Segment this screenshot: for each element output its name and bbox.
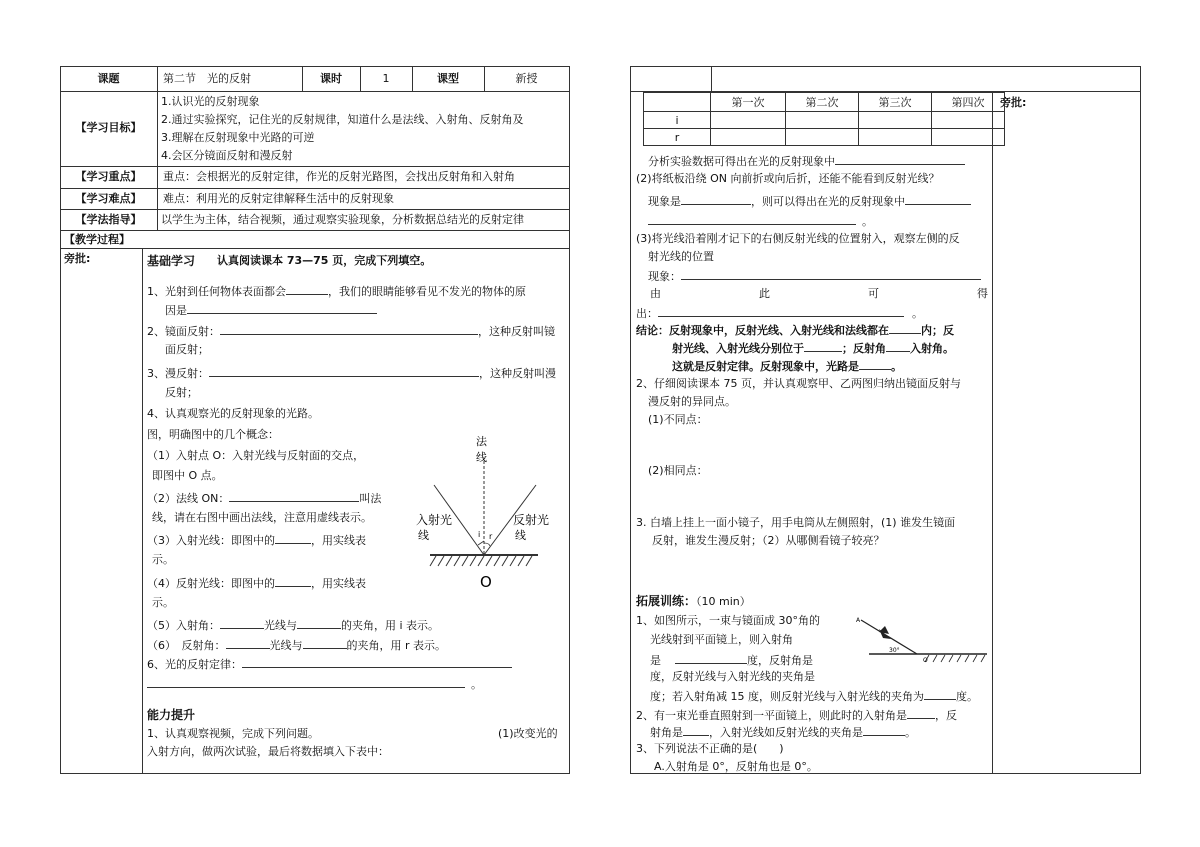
word: 由	[650, 287, 661, 300]
point-o-label: O	[480, 573, 492, 591]
blank[interactable]	[648, 213, 856, 225]
concept-1b: 即图中 O 点。	[152, 469, 223, 482]
experiment-table	[643, 92, 1005, 146]
basic-instruction: 认真阅读课本 73—75 页，完成下列填空。	[217, 254, 432, 267]
blank[interactable]	[303, 637, 347, 649]
blank[interactable]	[889, 322, 921, 334]
word: 得	[977, 287, 988, 300]
table-cell: r	[644, 129, 711, 146]
table-header: 第一次	[711, 93, 786, 112]
mirror-hatching	[925, 655, 985, 662]
ability-q1c: 入射方向，做两次试验，最后将数据填入下表中：	[147, 745, 389, 758]
q3-line1: 3、漫反射： ，这种反射叫漫	[147, 367, 556, 380]
table-row	[644, 129, 1005, 146]
step3b: 射光线的位置	[648, 250, 714, 263]
incident-label-2: 线	[418, 529, 429, 542]
step2-result: 现象是 ，则可以得出在光的反射现象中	[648, 193, 971, 209]
blank[interactable]	[220, 617, 264, 629]
table-cell[interactable]	[932, 112, 1005, 129]
table-cell[interactable]	[711, 129, 786, 146]
q6-line2: 。	[147, 676, 482, 692]
goal-item: 3.理解在反射现象中光路的可逆	[161, 131, 315, 144]
blank[interactable]	[905, 193, 971, 205]
blank[interactable]	[804, 340, 842, 352]
goal-item: 2.通过实验探究，记住光的反射规律，知道什么是法线、入射角、反射角及	[161, 113, 524, 126]
side-note-label: 旁批:	[64, 252, 91, 265]
concept-4a: （4）反射光线：即图中的 ，用实线表	[147, 577, 366, 590]
ext-q1b: 光线射到平面镜上，则入射角	[650, 633, 793, 646]
step3a: (3)将光线沿着刚才记下的右侧反射光线的位置射入，观察左侧的反	[636, 232, 960, 245]
step3-conclusion-words	[650, 287, 988, 301]
differences-label: (1)不同点：	[648, 413, 708, 426]
blank[interactable]	[907, 707, 935, 719]
table-row	[644, 112, 1005, 129]
q6: 6、光的反射定律：	[147, 656, 512, 672]
topic-label: 课题	[97, 72, 120, 85]
blank[interactable]	[675, 652, 747, 664]
conclusion-3: 这就是反射定律。反射现象中，光路是 。	[672, 360, 902, 373]
table-cell[interactable]	[859, 129, 932, 146]
step3c: 现象：	[648, 268, 981, 284]
difficulty-text: 难点：利用光的反射定律解释生活中的反射现象	[163, 192, 394, 205]
type-label: 课型	[437, 72, 459, 85]
table-header: 第二次	[786, 93, 859, 112]
q3-line2: 反射；	[165, 386, 198, 399]
ext-q3-option-a: A.入射角是 0°，反射角也是 0°。	[654, 760, 818, 773]
extension-heading: 拓展训练：（10 min）	[636, 594, 751, 608]
mirror-hatching	[430, 556, 532, 566]
angle-i-label: i	[478, 530, 481, 539]
concept-6: （6） 反射角： 光线与 的夹角，用 r 表示。	[147, 639, 447, 652]
concept-3a: （3）入射光线：即图中的 ，用实线表	[147, 534, 366, 547]
ext-q1a: 1、如图所示，一束与镜面成 30°角的	[636, 614, 820, 627]
ability-heading: 能力提升	[147, 708, 196, 722]
step2-result-2: 。	[648, 213, 873, 229]
type-value: 新授	[515, 72, 538, 85]
basic-heading: 基础学习	[147, 254, 196, 268]
q3-line2: 反射，谁发生漫反射；（2）从哪侧看镜子较亮？	[652, 534, 885, 547]
blank[interactable]	[209, 365, 479, 377]
blank[interactable]	[681, 268, 981, 280]
process-label: 【教学过程】	[64, 233, 130, 246]
goal-item: 4.会区分镜面反射和漫反射	[161, 149, 293, 162]
key-point-text: 重点：会根据光的反射定律，作光的反射光路图，会找出反射角和入射角	[163, 170, 515, 183]
arrow-head	[879, 626, 889, 634]
difficulty-label: 【学习难点】	[75, 192, 142, 205]
method-label: 【学法指导】	[75, 213, 142, 226]
concept-1a: （1）入射点 O：入射光线与反射面的交点，	[147, 449, 365, 462]
blank[interactable]	[220, 323, 478, 335]
normal-label-2: 线	[476, 451, 487, 464]
concept-4c: 示。	[152, 596, 174, 609]
blank[interactable]	[242, 656, 512, 668]
blank[interactable]	[297, 617, 341, 629]
similarities-label: (2)相同点：	[648, 464, 708, 477]
q2-line2: 漫反射的异同点。	[648, 395, 736, 408]
table-cell[interactable]	[932, 129, 1005, 146]
topic-value: 第二节 光的反射	[163, 72, 251, 85]
concept-5: （5）入射角： 光线与 的夹角，用 i 表示。	[147, 619, 440, 632]
ext-q1e: 度；若入射角减 15 度，则反射光线与入射光线的夹角为 度。	[650, 690, 978, 703]
table-header: 第四次	[932, 93, 1005, 112]
q3-line1: 3. 白墙上挂上一面小镜子，用手电筒从左侧照射，(1) 谁发生镜面	[636, 516, 956, 529]
word: 此	[759, 287, 770, 300]
blank[interactable]	[226, 637, 270, 649]
q4-line1: 4、认真观察光的反射现象的光路。	[147, 407, 319, 420]
concept-2c: 线，请在右图中画出法线，注意用虚线表示。	[152, 511, 372, 524]
conclusion-1: 结论：反射现象中，反射光线、入射光线和法线都在 内；反	[636, 324, 954, 337]
blank[interactable]	[658, 305, 904, 317]
ability-q1a: 1、认真观察视频，完成下列问题。	[147, 727, 319, 740]
mirror-angle-diagram	[845, 612, 990, 664]
q1-line1: 1、光射到任何物体表面都会 ，我们的眼睛能够看见不发光的物体的原	[147, 285, 526, 298]
blank[interactable]	[924, 688, 956, 700]
ext-q2a: 2、有一束光垂直照射到一平面镜上，则此时的入射角是 ，反	[636, 709, 957, 722]
conclusion-2: 射光线、入射光线分别位于 ；反射角 入射角。	[672, 342, 954, 355]
period-value: 1	[382, 72, 390, 85]
angle-r-label: r	[489, 532, 493, 541]
table-cell[interactable]	[786, 112, 859, 129]
table-header	[644, 93, 711, 112]
ext-q1c: 是 度，反射角是	[650, 654, 813, 667]
blank[interactable]	[275, 532, 311, 544]
ability-q1b: (1)改变光的	[498, 727, 558, 740]
point-a-label: A	[856, 617, 861, 624]
blank[interactable]	[286, 283, 328, 295]
concept-3c: 示。	[152, 553, 174, 566]
blank[interactable]	[683, 724, 709, 736]
concept-2a: （2）法线 ON： 叫法	[147, 492, 382, 505]
q2-line1: 2、仔细阅读课本 75 页，并认真观察甲、乙两图归纳出镜面反射与	[636, 377, 961, 390]
ext-q1d: 度，反射光线与入射光线的夹角是	[650, 670, 815, 683]
blank[interactable]	[275, 575, 311, 587]
blank[interactable]	[859, 358, 891, 370]
ext-q2b: 射角是 ，入射光线如反射光线的夹角是 。	[650, 726, 916, 739]
reflected-label-1: 反射光	[513, 513, 550, 527]
blank[interactable]	[863, 724, 905, 736]
q2-line1: 2、镜面反射： ，这种反射叫镜	[147, 325, 555, 338]
table-cell[interactable]	[859, 112, 932, 129]
incident-label-1: 入射光	[416, 513, 453, 527]
word: 可	[868, 287, 879, 300]
blank[interactable]	[147, 676, 465, 688]
q2-line2: 面反射；	[165, 343, 209, 356]
blank[interactable]	[681, 193, 751, 205]
goal-item: 1.认识光的反射现象	[161, 95, 260, 108]
table-cell: i	[644, 112, 711, 129]
blank[interactable]	[886, 340, 910, 352]
goals-label: 【学习目标】	[75, 121, 142, 134]
q4-line2: 图，明确图中的几个概念：	[147, 428, 279, 441]
period-label: 课时	[320, 72, 342, 85]
table-cell[interactable]	[786, 129, 859, 146]
normal-label-1: 法	[476, 435, 487, 448]
step3-conclusion: 出： 。	[636, 307, 923, 320]
reflected-label-2: 线	[515, 529, 526, 542]
blank[interactable]	[229, 490, 359, 502]
method-text: 以学生为主体，结合视频，通过观察实验现象，分析数据总结光的反射定律	[161, 213, 524, 226]
reflection-diagram	[410, 433, 560, 593]
q1-line2: 因是	[165, 302, 377, 318]
blank[interactable]	[835, 153, 965, 165]
analysis-line: 分析实验数据可得出在光的反射现象中	[648, 153, 965, 169]
ext-q3: 3、下列说法不正确的是( )	[636, 742, 784, 755]
step2: (2)将纸板沿绕 ON 向前折或向后折，还能不能看到反射光线？	[636, 172, 940, 185]
table-cell[interactable]	[711, 112, 786, 129]
angle-label: 30°	[889, 647, 900, 654]
blank[interactable]	[187, 302, 377, 314]
point-o-label: O	[923, 657, 928, 664]
table-header: 第三次	[859, 93, 932, 112]
side-note-label: 旁批:	[1000, 96, 1027, 109]
key-point-label: 【学习重点】	[75, 170, 142, 183]
